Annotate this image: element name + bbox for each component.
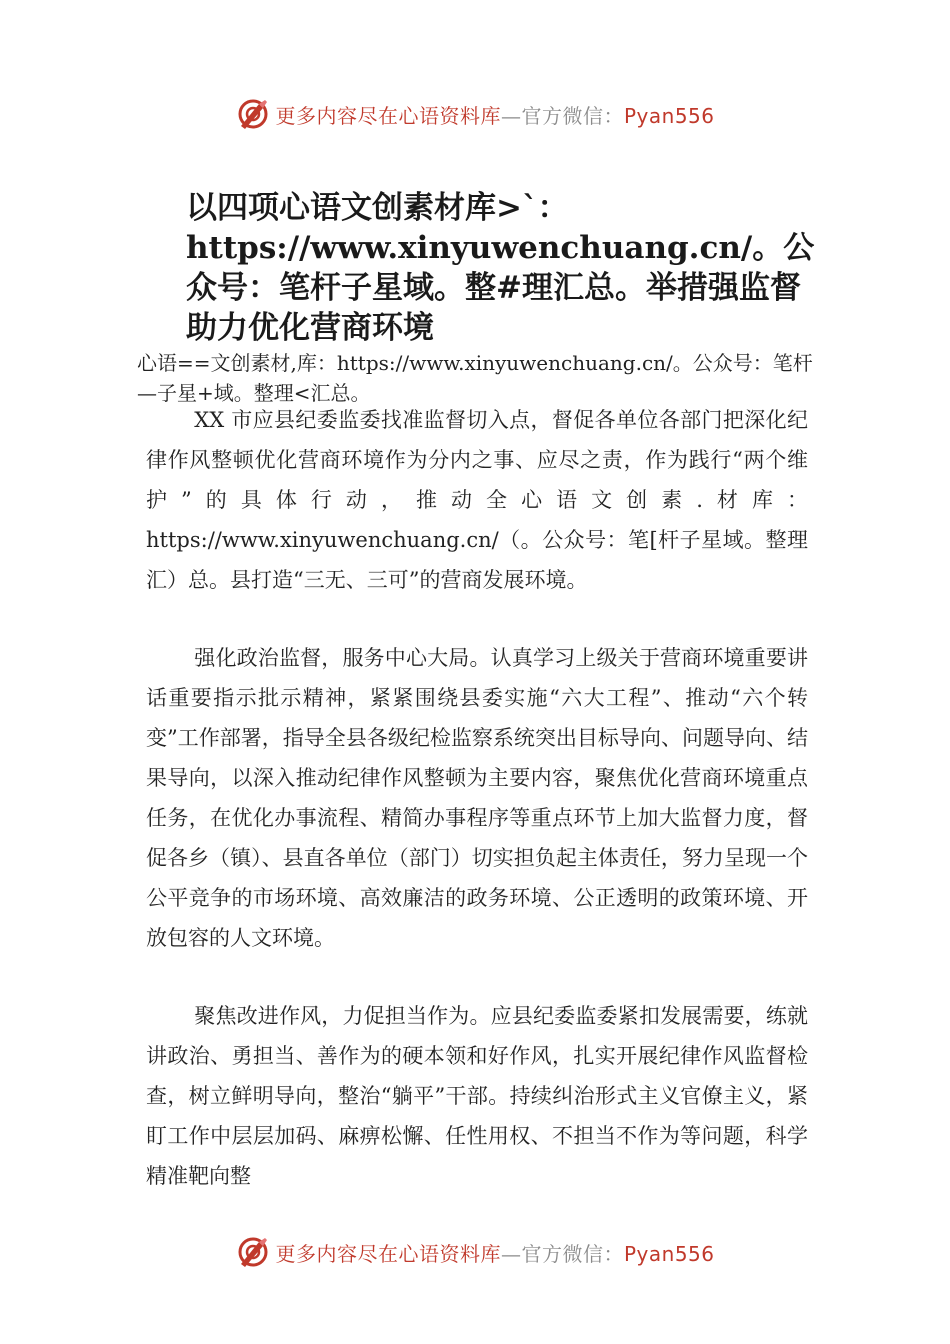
banner-wechat-id: Pyan556 xyxy=(623,103,715,128)
banner-text xyxy=(275,1238,714,1267)
footer-banner xyxy=(0,1232,950,1272)
body-paragraph: 强化政治监督，服务中心大局。认真学习上级关于营商环境重要讲话重要指示批示精神，紧紧围绕县委实施“六大工程”、推动“六个转变”工作部署，指导全县各级纪检监察系统突出目标导向、问题导向、结果导向，以深入推动纪律作风整顿为主要内容，聚焦优化营商环境重点任务，在优化办事流程、精简办事程序等重点环节上加大监督力度，督促各乡（镇）、县直各单位（部门）切实担负起主体责任，努力呈现一个公平竞争的市场环境、高效廉洁的政务环境、公正透明的政策环境、开放包容的人文环境。 xyxy=(146,646,808,950)
banner-wechat-label: 官方微信： xyxy=(521,103,624,128)
document-title: 以四项心语文创素材库>`：https://www.xinyuwenchuang.cn/。公众号：笔杆子星域。整#理汇总。举措强监督 助力优化营商环境 xyxy=(186,190,815,346)
header-banner xyxy=(0,94,950,134)
banner-wechat-label: 官方微信： xyxy=(521,1241,624,1266)
banner-dash: — xyxy=(500,1241,522,1266)
banner-lead-text: 更多内容尽在心语资料库 xyxy=(275,103,501,128)
banner-wechat-id: Pyan556 xyxy=(623,1241,715,1266)
brand-logo-icon xyxy=(235,1234,271,1270)
body-paragraph: XX 市应县纪委监委找准监督切入点，督促各单位各部门把深化纪律作风整顿优化营商环境作为分内之事、应尽之责，作为践行“两个维护”的具体行动，推动全心语文创素.材库：https://www.xinyuwenchuang.cn/（。公众号：笔[杆子星域。整理汇）总。县打造“三无、三可”的营商发展环境。 xyxy=(146,408,808,592)
document-lead: 心语==文创素材,库：https://www.xinyuwenchuang.cn/。公众号：笔杆—子星+域。整理<汇总。 xyxy=(137,351,813,405)
banner-lead-text: 更多内容尽在心语资料库 xyxy=(275,1241,501,1266)
banner-dash: — xyxy=(500,103,522,128)
brand-logo-icon xyxy=(235,96,271,132)
banner-text xyxy=(275,100,714,129)
body-paragraph: 聚焦改进作风，力促担当作为。应县纪委监委紧扣发展需要，练就讲政治、勇担当、善作为的硬本领和好作风，扎实开展纪律作风监督检查，树立鲜明导向，整治“躺平”干部。持续纠治形式主义官僚主义，紧盯工作中层层加码、麻痹松懈、任性用权、不担当不作为等问题，科学精准靶向整 xyxy=(146,1004,808,1188)
